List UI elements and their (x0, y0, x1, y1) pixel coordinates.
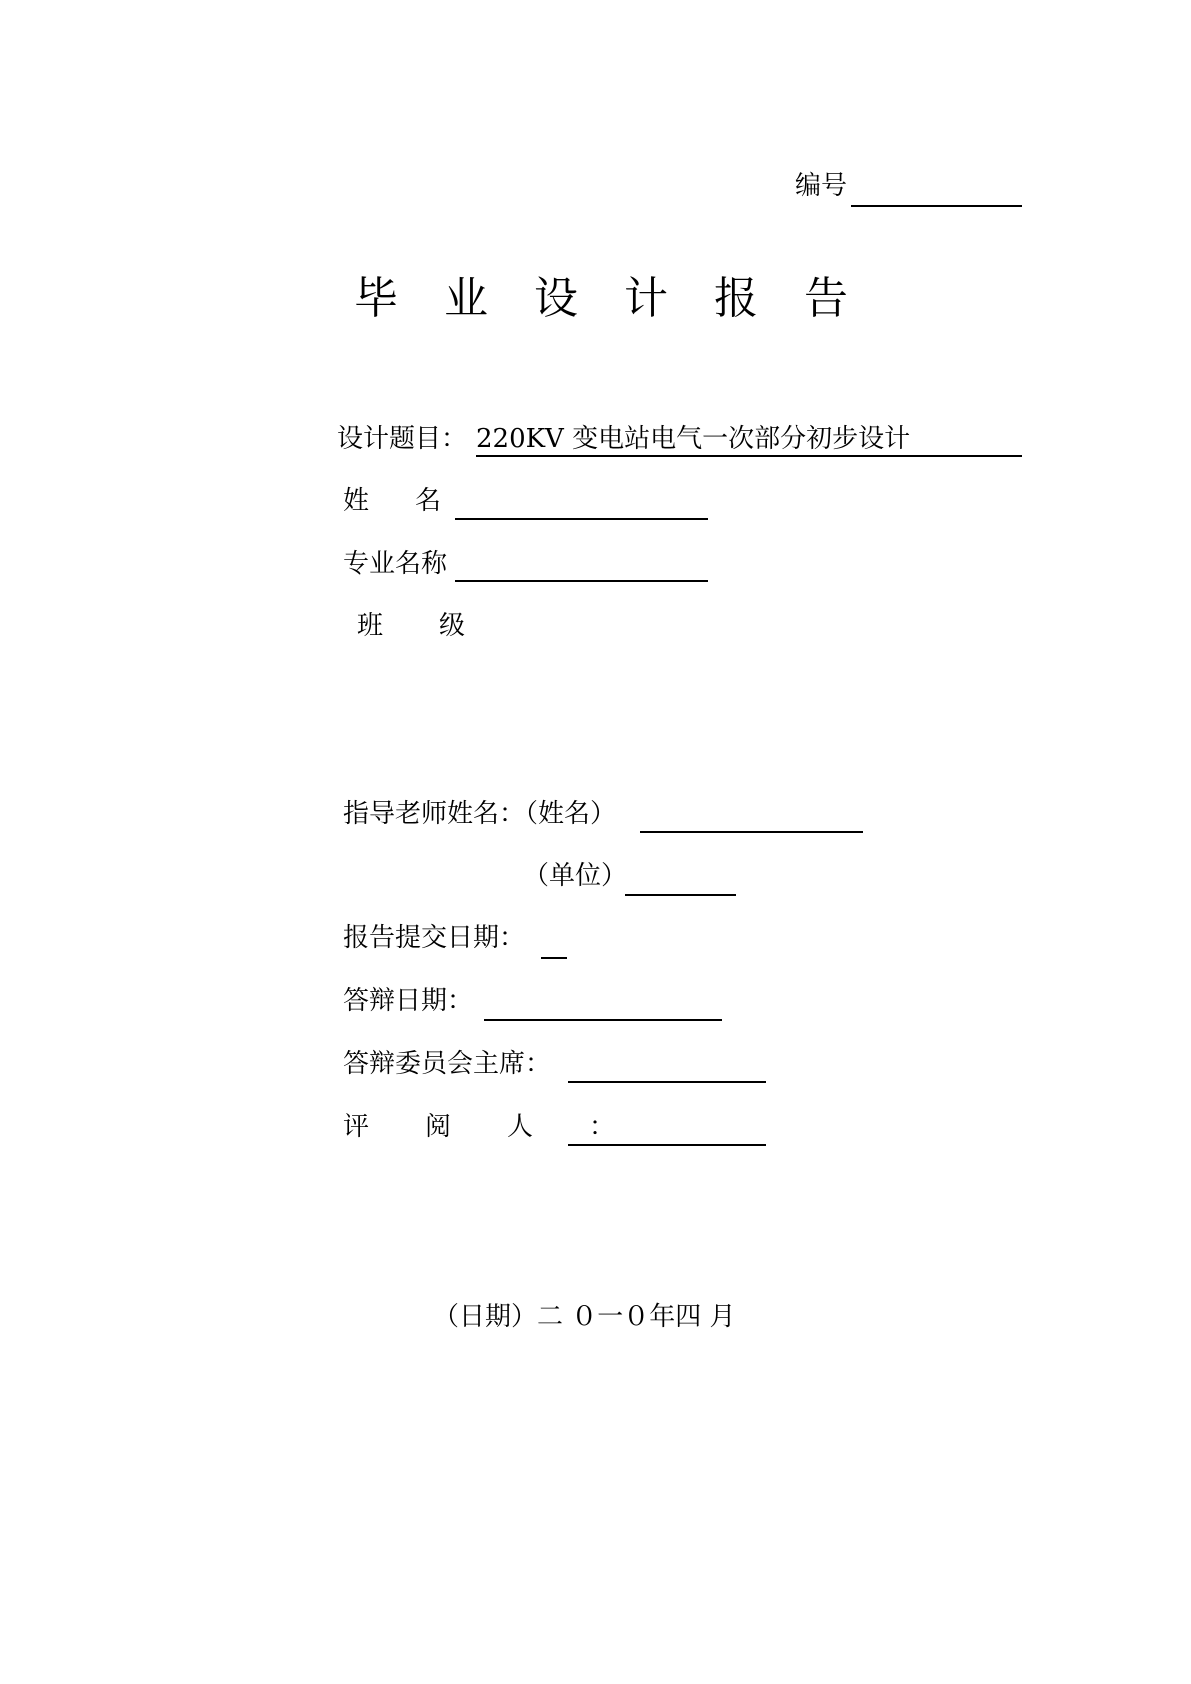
advisor-unit-field[interactable] (625, 894, 736, 896)
committee-chair-label: 答辩委员会主席： (343, 1049, 552, 1079)
design-topic-field[interactable] (476, 455, 1022, 457)
advisor-name-label: 指导老师姓名：（姓名） (343, 799, 617, 829)
serial-number-field[interactable] (851, 205, 1022, 207)
reviewer-label: 评阅人： (343, 1112, 672, 1142)
reviewer-field[interactable] (568, 1144, 766, 1146)
student-name-label: 姓名 (343, 486, 488, 516)
report-submit-date-label: 报告提交日期： (343, 923, 526, 953)
document-date: （日期）二 ０一０年四 月 (433, 1302, 736, 1332)
serial-number-label: 编号 (795, 171, 848, 201)
class-label: 班级 (357, 611, 522, 641)
defense-date-label: 答辩日期： (343, 986, 474, 1016)
defense-date-field[interactable] (484, 1019, 722, 1021)
report-submit-date-field[interactable] (541, 957, 567, 959)
page-title: 毕业设计报告 (354, 273, 894, 324)
major-field[interactable] (455, 580, 708, 582)
advisor-name-field[interactable] (640, 831, 863, 833)
design-topic-label: 设计题目： (337, 424, 468, 454)
committee-chair-field[interactable] (568, 1081, 766, 1083)
design-topic-value: 220KV 变电站电气一次部分初步设计 (476, 424, 911, 454)
student-name-field[interactable] (455, 518, 708, 520)
advisor-unit-label: （单位） (523, 861, 628, 891)
major-label: 专业名称 (343, 549, 448, 579)
